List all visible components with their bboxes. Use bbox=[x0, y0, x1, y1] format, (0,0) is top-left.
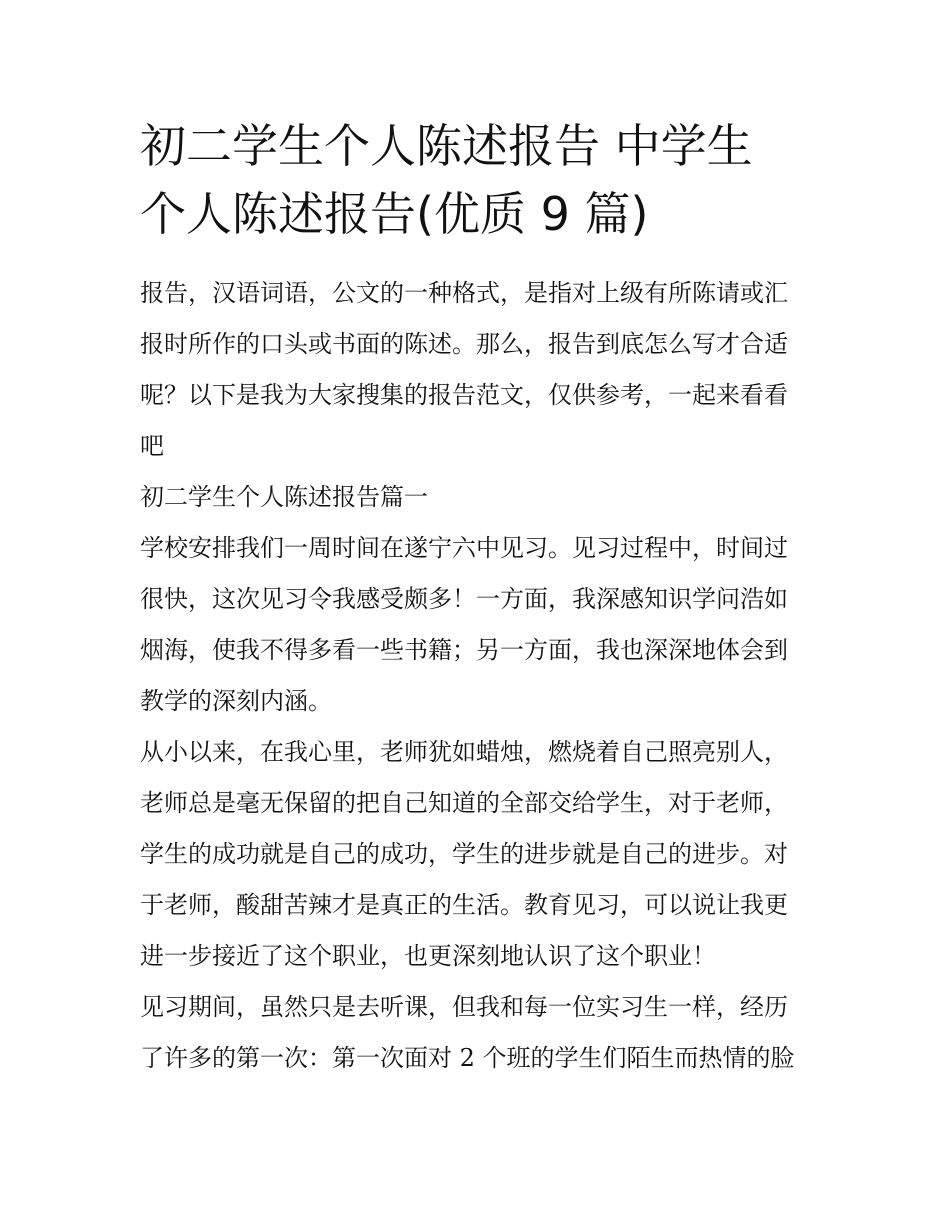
text-line: 学校安排我们一周时间在遂宁六中见习。见习过程中，时间过 bbox=[140, 534, 788, 562]
text-line: 很快，这次见习令我感受颇多！一方面，我深感知识学问浩如 bbox=[140, 585, 788, 613]
text-line: 进一步接近了这个职业，也更深刻地认识了这个职业！ bbox=[140, 942, 716, 970]
text-line: 报告，汉语词语，公文的一种格式，是指对上级有所陈请或汇 bbox=[140, 279, 788, 307]
text-line: 吧 bbox=[140, 432, 164, 460]
document-title bbox=[140, 112, 812, 248]
title-line: 初二学生个人陈述报告 中学生 bbox=[140, 119, 753, 173]
intro-paragraph bbox=[140, 268, 812, 472]
paragraph-3 bbox=[140, 982, 812, 1084]
document-page bbox=[140, 112, 812, 1084]
title-line: 个人陈述报告(优质 9 篇) bbox=[140, 187, 649, 241]
text-line: 烟海，使我不得多看一些书籍；另一方面，我也深深地体会到 bbox=[140, 636, 788, 664]
section-heading: 初二学生个人陈述报告篇一 bbox=[140, 483, 428, 511]
text-line: 学生的成功就是自己的成功，学生的进步就是自己的进步。对 bbox=[140, 840, 788, 868]
text-line: 从小以来，在我心里，老师犹如蜡烛，燃烧着自己照亮别人， bbox=[140, 738, 788, 766]
text-line: 教学的深刻内涵。 bbox=[140, 687, 332, 715]
paragraph-2 bbox=[140, 727, 812, 982]
text-line: 见习期间，虽然只是去听课，但我和每一位实习生一样，经历 bbox=[140, 993, 788, 1021]
paragraph-1 bbox=[140, 523, 812, 727]
text-line: 老师总是毫无保留的把自己知道的全部交给学生，对于老师， bbox=[140, 789, 788, 817]
document-body bbox=[140, 268, 812, 1084]
text-line: 于老师，酸甜苦辣才是真正的生活。教育见习，可以说让我更 bbox=[140, 891, 788, 919]
text-line: 报时所作的口头或书面的陈述。那么，报告到底怎么写才合适 bbox=[140, 330, 788, 358]
text-line: 了许多的第一次：第一次面对 2 个班的学生们陌生而热情的脸 bbox=[140, 1044, 795, 1072]
text-line: 呢？以下是我为大家搜集的报告范文，仅供参考，一起来看看 bbox=[140, 381, 788, 409]
